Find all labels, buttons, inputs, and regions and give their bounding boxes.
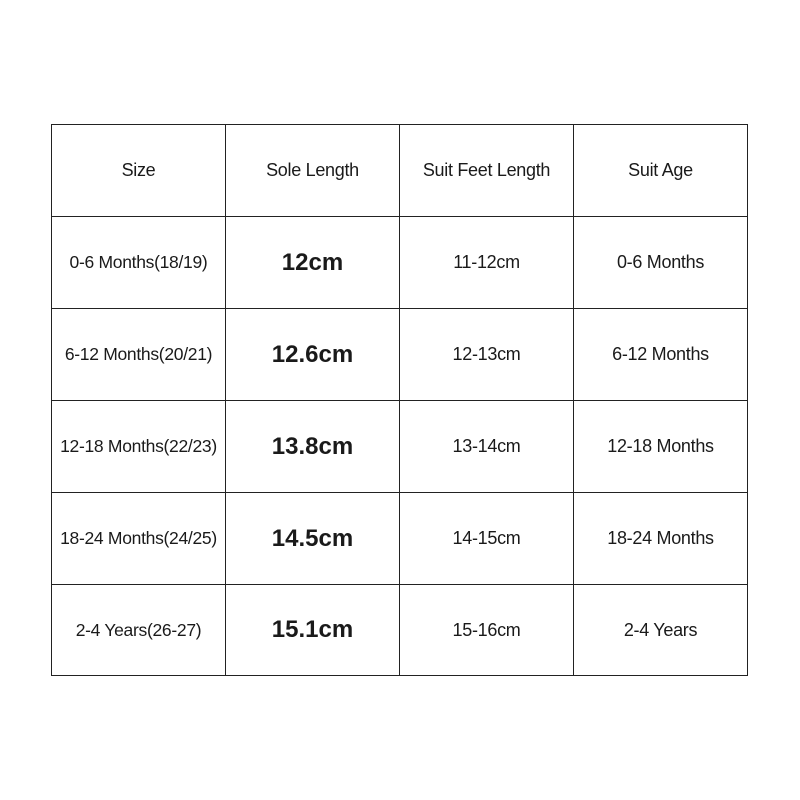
- sole-length-cell: 13.8cm: [226, 401, 400, 493]
- age-cell: 12-18 Months: [574, 401, 748, 493]
- table-row: [52, 493, 748, 585]
- size-cell: 2-4 Years(26-27): [52, 585, 226, 676]
- sole-length-cell: 15.1cm: [226, 585, 400, 676]
- size-cell: 6-12 Months(20/21): [52, 309, 226, 401]
- header-sole-length: Sole Length: [226, 125, 400, 217]
- sole-length-cell: 14.5cm: [226, 493, 400, 585]
- header-size: Size: [52, 125, 226, 217]
- size-cell: 0-6 Months(18/19): [52, 217, 226, 309]
- sole-length-cell: 12.6cm: [226, 309, 400, 401]
- header-suit-feet-length: Suit Feet Length: [400, 125, 574, 217]
- size-cell: 18-24 Months(24/25): [52, 493, 226, 585]
- table-row: [52, 585, 748, 676]
- size-cell: 12-18 Months(22/23): [52, 401, 226, 493]
- header-suit-age: Suit Age: [574, 125, 748, 217]
- table-row: [52, 217, 748, 309]
- size-chart-table: [51, 124, 748, 676]
- table-row: [52, 309, 748, 401]
- feet-length-cell: 11-12cm: [400, 217, 574, 309]
- table-row: [52, 401, 748, 493]
- feet-length-cell: 15-16cm: [400, 585, 574, 676]
- age-cell: 6-12 Months: [574, 309, 748, 401]
- age-cell: 18-24 Months: [574, 493, 748, 585]
- table-header-row: [52, 125, 748, 217]
- feet-length-cell: 13-14cm: [400, 401, 574, 493]
- feet-length-cell: 12-13cm: [400, 309, 574, 401]
- age-cell: 2-4 Years: [574, 585, 748, 676]
- sole-length-cell: 12cm: [226, 217, 400, 309]
- age-cell: 0-6 Months: [574, 217, 748, 309]
- feet-length-cell: 14-15cm: [400, 493, 574, 585]
